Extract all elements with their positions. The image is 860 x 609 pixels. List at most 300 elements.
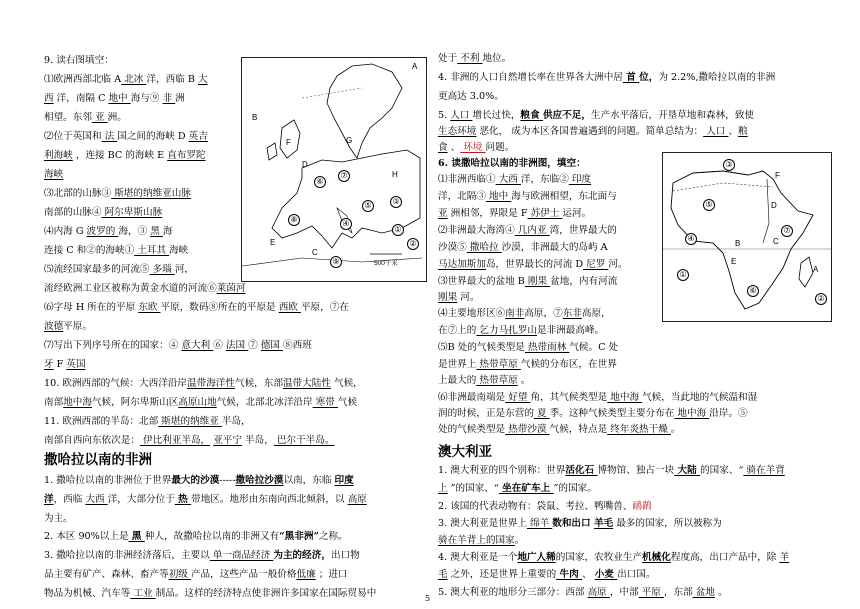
text-segment: 撒哈拉以南的非洲 bbox=[44, 452, 152, 468]
answer-text: 斯堪的纳维亚山脉 bbox=[111, 188, 191, 199]
answer-text: 单一商品经济 bbox=[209, 550, 274, 561]
text-line bbox=[438, 141, 514, 154]
text-line bbox=[438, 224, 617, 237]
text-segment: 种人，故撒哈拉以南的非洲又有 bbox=[144, 531, 280, 542]
text-line bbox=[44, 320, 92, 333]
answer-text: 地广人稀 bbox=[517, 552, 556, 563]
section-heading bbox=[44, 452, 152, 468]
text-segment: 沙漠，非洲最大的岛屿 A bbox=[501, 242, 608, 253]
answer-text: 德国 bbox=[260, 340, 284, 351]
answer-text: 生态环境 bbox=[438, 126, 477, 137]
answer-text: 多瑙 bbox=[149, 264, 175, 275]
answer-text: 工业 bbox=[130, 588, 156, 599]
text-segment: 平原，⑦在 bbox=[300, 302, 349, 313]
answer-text: 几内亚 bbox=[514, 225, 550, 236]
text-line bbox=[44, 282, 245, 295]
text-line bbox=[438, 500, 652, 513]
text-segment: 盆地，内有河流 bbox=[550, 276, 618, 287]
text-segment: 南部 bbox=[44, 397, 64, 408]
answer-text: 利海峡 bbox=[44, 150, 73, 161]
text-segment: 生产水平落后，开垦草地和森林，致使 bbox=[590, 110, 755, 121]
text-line bbox=[44, 301, 349, 314]
answer-text: 法 bbox=[101, 131, 118, 142]
answer-text: 热 bbox=[174, 494, 192, 505]
answer-text: 温带海洋性 bbox=[187, 378, 235, 389]
text-segment: 上最大的 bbox=[438, 375, 477, 386]
text-segment: 最大的沙漠 bbox=[171, 475, 220, 486]
text-segment: 气候，特点是 bbox=[549, 424, 608, 435]
text-segment: 是世界上 bbox=[438, 359, 477, 370]
text-segment: ⑵位于英国和 bbox=[44, 131, 102, 142]
text-segment: 沿岸。⑤ bbox=[709, 408, 748, 419]
map-num-4: ④ bbox=[340, 218, 352, 230]
answer-text: 尼罗 bbox=[583, 259, 609, 270]
text-segment: 带地区。地形由东南向西北倾斜，以 bbox=[191, 494, 348, 505]
answer-text: 平原 bbox=[638, 587, 664, 598]
text-segment: ，中部 bbox=[609, 587, 639, 598]
text-line bbox=[438, 407, 748, 420]
answer-text: 高原山地 bbox=[178, 397, 217, 408]
text-segment: 博物馆、独占一块 bbox=[597, 465, 675, 476]
text-line bbox=[44, 434, 334, 447]
text-segment: ⑴非洲西临① bbox=[438, 174, 496, 185]
text-line bbox=[438, 358, 617, 371]
text-segment: F bbox=[53, 359, 67, 370]
answer-text: 热带雨林 bbox=[524, 342, 570, 353]
text-line bbox=[44, 530, 348, 543]
text-segment: 河。 bbox=[457, 292, 480, 303]
map-label-g: G bbox=[346, 136, 353, 145]
map-num-3: ③ bbox=[390, 196, 402, 208]
text-line bbox=[438, 125, 748, 138]
text-segment: 气候，当此地的气候温和湿 bbox=[642, 392, 758, 403]
text-segment: 4. 非洲的人口自然增长率在世界各大洲中居 bbox=[438, 72, 623, 83]
text-segment: ----- bbox=[219, 475, 236, 486]
text-line bbox=[44, 206, 162, 219]
text-segment: ⑥ bbox=[213, 340, 226, 351]
text-line bbox=[44, 587, 376, 600]
text-segment: ，东部 bbox=[663, 587, 693, 598]
answer-text: 粮食 bbox=[520, 110, 543, 121]
text-segment: 河。 bbox=[608, 259, 628, 270]
page-number: 5 bbox=[425, 594, 431, 603]
map-num-2: ② bbox=[407, 238, 419, 250]
text-segment: 洋，大部分位于 bbox=[107, 494, 175, 505]
text-segment: 出口物 bbox=[330, 550, 360, 561]
text-segment: 品主要有矿产、森林、畜产等 bbox=[44, 569, 169, 580]
africa-num-5: ⑤ bbox=[703, 199, 715, 211]
text-segment: 物品为机械、汽车等 bbox=[44, 588, 131, 599]
answer-text: 高原 bbox=[347, 494, 367, 505]
answer-text: 好望 bbox=[505, 392, 531, 403]
answer-text: 首 bbox=[622, 72, 640, 83]
map-num-6: ⑥ bbox=[314, 176, 326, 188]
text-segment: 洲相邻，界限是 F bbox=[447, 208, 528, 219]
text-segment: 海与欧洲相望，东北面与 bbox=[511, 191, 617, 202]
answer-text: 阿尔卑斯山脉 bbox=[101, 207, 163, 218]
answer-text: 高原 bbox=[587, 587, 610, 598]
answer-text: 牛肉 bbox=[556, 569, 583, 580]
text-segment: ⑵非洲最大海湾④ bbox=[438, 225, 515, 236]
answer-text: 刚果 bbox=[524, 276, 551, 287]
text-line bbox=[438, 307, 611, 320]
text-segment: 澳大利亚 bbox=[438, 444, 492, 460]
text-segment: 为 2.2%,撒哈拉以南的非洲 bbox=[658, 72, 776, 83]
text-segment: 2. 本区 90%以上是 bbox=[44, 531, 129, 542]
text-line bbox=[438, 374, 530, 387]
text-segment: 9. 读右图填空： bbox=[44, 55, 114, 66]
text-segment: ⑸B 处的气候类型是 bbox=[438, 342, 525, 353]
answer-text: 西 bbox=[44, 93, 54, 104]
text-segment: 。 bbox=[714, 587, 728, 598]
text-segment: ”的国家、“ bbox=[447, 483, 499, 494]
text-segment: 运河。 bbox=[562, 208, 592, 219]
text-segment: 。 bbox=[517, 375, 531, 386]
map-num-9: ⑨ bbox=[330, 256, 342, 268]
answer-text: 人口 bbox=[450, 110, 473, 121]
text-line bbox=[438, 71, 775, 84]
answer-text: 粮 bbox=[738, 126, 748, 137]
text-segment: 南部的山脉④ bbox=[44, 207, 102, 218]
answer-text: 南非 bbox=[505, 308, 525, 319]
map-num-5: ⑤ bbox=[362, 200, 374, 212]
text-line bbox=[438, 275, 617, 288]
answer-text: 巴尔干半岛。 bbox=[273, 435, 335, 446]
answer-text: 法国 bbox=[225, 340, 249, 351]
europe-map-drawing bbox=[242, 58, 426, 281]
africa-label-a: A bbox=[813, 265, 819, 274]
answer-text: 小麦 bbox=[594, 569, 618, 580]
answer-text: 终年炎热干燥 bbox=[607, 424, 671, 435]
answer-text: 海峡 bbox=[44, 169, 64, 180]
text-line bbox=[438, 391, 757, 404]
africa-num-1: ① bbox=[677, 269, 689, 281]
text-segment: ”的国家。 bbox=[553, 483, 597, 494]
answer-text: 不利 bbox=[457, 53, 483, 64]
text-segment: 洋，北隔③ bbox=[438, 191, 486, 202]
answer-text: 土耳其 bbox=[134, 245, 170, 256]
text-segment: 连接 C 和②的海峡① bbox=[44, 245, 135, 256]
text-segment: ⑺写出下列序号所在的国家：④ bbox=[44, 340, 182, 351]
text-segment: ，西临 bbox=[53, 494, 86, 505]
text-line bbox=[438, 157, 586, 170]
text-segment: 10. 欧洲西部的气候：大西洋沿岸 bbox=[44, 378, 188, 389]
answer-text: 夏 bbox=[533, 408, 550, 419]
text-segment: 恶化， 成为本区各国普遍遇到的问题。简单总结为： bbox=[476, 126, 704, 137]
answer-text: 环境 bbox=[460, 142, 486, 153]
map-label-e: E bbox=[270, 238, 276, 247]
answer-text: 英国 bbox=[66, 359, 86, 370]
answer-text: 亚 bbox=[91, 112, 108, 123]
text-segment: 产品，这些产品一般价格 bbox=[190, 569, 297, 580]
text-line bbox=[44, 358, 86, 371]
answer-text: 骑在羊背 bbox=[743, 465, 785, 476]
text-segment: 地位。 bbox=[482, 53, 512, 64]
answer-text: 莱茵河 bbox=[216, 283, 246, 294]
text-segment: 气候， bbox=[330, 378, 363, 389]
text-segment: 海，③ bbox=[118, 226, 151, 237]
text-segment: 半岛， bbox=[242, 435, 274, 446]
text-segment: 国之间的海峡 D bbox=[117, 131, 189, 142]
answer-text: 乞力马扎罗山 bbox=[476, 325, 537, 336]
text-line bbox=[438, 534, 524, 547]
text-segment: 以南，东临 bbox=[283, 475, 335, 486]
text-segment: 位， bbox=[639, 72, 659, 83]
text-line bbox=[438, 173, 591, 186]
text-segment: 出口国。 bbox=[617, 569, 656, 580]
text-segment: 处于 bbox=[438, 53, 458, 64]
text-line bbox=[44, 111, 127, 124]
answer-text: 苏伊士 bbox=[527, 208, 563, 219]
text-segment: 之外，还是世界上重要的 bbox=[447, 569, 557, 580]
text-line bbox=[438, 90, 504, 103]
text-segment: 平原。 bbox=[63, 321, 92, 332]
answer-text: 印度 bbox=[568, 174, 592, 185]
answer-text: 大 bbox=[197, 74, 208, 85]
answer-text: 印度 bbox=[334, 475, 354, 486]
text-segment: 5. bbox=[438, 110, 451, 121]
text-line bbox=[44, 225, 172, 238]
text-line bbox=[438, 423, 680, 436]
text-segment: 4. 澳大利亚是一个 bbox=[438, 552, 518, 563]
text-line bbox=[44, 92, 185, 105]
text-line bbox=[438, 52, 511, 65]
map-num-8: ⑧ bbox=[288, 214, 300, 226]
text-segment: ⑷主要地形区⑥ bbox=[438, 308, 506, 319]
text-line bbox=[44, 512, 73, 525]
text-segment: 数和出口 bbox=[552, 518, 594, 529]
text-line bbox=[438, 324, 604, 337]
answer-text: 撒哈拉沙漠 bbox=[235, 475, 284, 486]
europe-map bbox=[241, 57, 427, 282]
text-line bbox=[438, 482, 597, 495]
map-label-b: B bbox=[252, 113, 258, 122]
text-segment: 高原， bbox=[581, 308, 611, 319]
text-line bbox=[438, 517, 722, 530]
map-num-7: ⑦ bbox=[338, 170, 350, 182]
text-segment: 。 bbox=[514, 535, 525, 546]
answer-text: 斯堪的纳维亚 bbox=[158, 416, 222, 427]
text-segment: 季。这种气候类型主要分布在 bbox=[549, 408, 675, 419]
text-segment: 平原，数码⑧所在的平原是 bbox=[160, 302, 279, 313]
text-segment: 在⑦上的 bbox=[438, 325, 477, 336]
text-segment: 为主。 bbox=[44, 513, 73, 524]
answer-text: 英吉 bbox=[188, 131, 208, 142]
text-segment: 气候，北部北冰洋沿岸 bbox=[216, 397, 313, 408]
text-segment: 气候的分布区，在世界 bbox=[520, 359, 617, 370]
answer-text: 伊比利亚半岛， bbox=[139, 435, 211, 446]
text-segment: 3. 澳大利亚是世界上 bbox=[438, 518, 527, 529]
text-segment: 气候，东部 bbox=[235, 378, 283, 389]
text-segment: 1. 澳大利亚的四个别称：世界 bbox=[438, 465, 566, 476]
section-heading bbox=[438, 444, 492, 460]
answer-text: 牙 bbox=[44, 359, 54, 370]
text-segment: 鸸鹋 bbox=[632, 501, 652, 512]
map-scale: 500千米 bbox=[374, 260, 398, 267]
answer-text: 机械化 bbox=[642, 552, 671, 563]
answer-text: 地中海 bbox=[607, 392, 643, 403]
text-segment: 南部自西向东依次是： bbox=[44, 435, 140, 446]
text-line bbox=[44, 168, 63, 181]
text-segment: “黑非洲” bbox=[279, 531, 319, 542]
text-segment: 的国家、“ bbox=[700, 465, 744, 476]
answer-text: 黑 bbox=[128, 531, 145, 542]
map-label-d: D bbox=[302, 160, 308, 169]
text-segment: 气候 bbox=[337, 397, 358, 408]
africa-num-3: ③ bbox=[723, 159, 735, 171]
africa-label-b: B bbox=[735, 239, 741, 248]
answer-text: 刚果 bbox=[438, 292, 458, 303]
africa-label-d: D bbox=[771, 201, 777, 210]
text-segment: 6. 读撒哈拉以南的非洲图，填空： bbox=[438, 158, 586, 169]
answer-text: 地中海 bbox=[63, 397, 92, 408]
answer-text: 活化石 bbox=[565, 465, 598, 476]
text-segment: ；进口 bbox=[315, 569, 348, 580]
answer-text: 亚平宁 bbox=[213, 435, 242, 446]
text-segment: 洋，东临② bbox=[520, 174, 569, 185]
text-segment: 供应不足， bbox=[542, 110, 591, 121]
answer-text: 绵羊 bbox=[526, 518, 553, 529]
text-segment: ⑹字母 H 所在的平原 bbox=[44, 302, 139, 313]
text-segment: 相望。东邻 bbox=[44, 112, 92, 123]
africa-num-7: ⑦ bbox=[781, 225, 793, 237]
text-segment: 半岛， bbox=[221, 416, 251, 427]
answer-text: 骑在羊背上的国家 bbox=[438, 535, 515, 546]
text-segment: ⑦ bbox=[248, 340, 261, 351]
answer-text: 大西 bbox=[495, 174, 521, 185]
text-line bbox=[438, 241, 608, 254]
text-segment: 的国家，农牧业生产 bbox=[555, 552, 643, 563]
text-segment: 气候。C 处 bbox=[569, 342, 619, 353]
text-segment: 沙漠⑤ bbox=[438, 242, 467, 253]
africa-label-f: F bbox=[775, 171, 780, 180]
answer-text: 意大利 bbox=[181, 340, 214, 351]
answer-text: 热带草原 bbox=[476, 359, 521, 370]
text-segment: 最多的国家，所以被称为 bbox=[613, 518, 722, 529]
text-line bbox=[44, 396, 357, 409]
answer-text: 撒哈拉 bbox=[466, 242, 502, 253]
text-segment: 河， bbox=[174, 264, 195, 275]
text-segment: 气候，阿尔卑斯山区 bbox=[91, 397, 179, 408]
text-line bbox=[438, 568, 656, 581]
text-segment: ⑶北部的山脉③ bbox=[44, 188, 112, 199]
text-segment: 增长过快， bbox=[472, 110, 521, 121]
text-segment: 角，其气候类型是 bbox=[530, 392, 608, 403]
text-line bbox=[44, 493, 367, 506]
answer-text: 人口 bbox=[703, 126, 729, 137]
answer-text: 地中 bbox=[108, 93, 131, 104]
text-segment: 、 bbox=[728, 126, 739, 137]
text-line bbox=[438, 109, 754, 122]
text-segment: ⑸流经国家最多的河流⑤ bbox=[44, 264, 150, 275]
text-segment: 程度高，出口产品中，除 bbox=[670, 552, 780, 563]
text-segment: 制品。这样的经济特点使非洲许多国家在国际贸易中 bbox=[155, 588, 377, 599]
text-segment: 2. 该国的代表动物有：袋鼠、考拉、鸭嘴兽、 bbox=[438, 501, 633, 512]
map-label-a: A bbox=[412, 62, 418, 71]
answer-text: 低廉 bbox=[296, 569, 316, 580]
text-segment: 岛，世界最长的河流 D bbox=[485, 259, 584, 270]
text-segment: 海 bbox=[162, 226, 173, 237]
map-label-c: C bbox=[312, 248, 318, 257]
answer-text: 盆地 bbox=[692, 587, 715, 598]
answer-text: 波德 bbox=[44, 321, 64, 332]
text-segment: ，连接 BC 的海峡 E bbox=[72, 150, 168, 161]
text-line bbox=[438, 551, 789, 564]
text-line bbox=[44, 474, 354, 487]
text-line bbox=[44, 415, 251, 428]
text-segment: 5. 澳大利亚的地形分三部分：西部 bbox=[438, 587, 588, 598]
text-segment: ⑶世界最大的盆地 B bbox=[438, 276, 525, 287]
answer-text: 波罗的 bbox=[86, 226, 119, 237]
text-segment: 海峡 bbox=[169, 245, 189, 256]
text-line bbox=[44, 130, 208, 143]
answer-text: 上 bbox=[438, 483, 448, 494]
answer-text: 黑 bbox=[150, 226, 163, 237]
text-segment: ⑹非洲最南端是 bbox=[438, 392, 506, 403]
text-line bbox=[44, 263, 194, 276]
text-line bbox=[44, 187, 191, 200]
answer-text: 初级 bbox=[168, 569, 191, 580]
answer-text: 马达加斯加 bbox=[438, 259, 486, 270]
text-line bbox=[438, 258, 628, 271]
text-line bbox=[438, 586, 728, 599]
answer-text: 坐在矿车上 bbox=[498, 483, 554, 494]
text-line bbox=[44, 568, 348, 581]
answer-text: 洋 bbox=[44, 494, 54, 505]
text-line bbox=[438, 190, 617, 203]
text-segment: 之称。 bbox=[318, 531, 348, 542]
text-segment: 11. 欧洲西部的半岛：北部 bbox=[44, 416, 159, 427]
text-segment: 。 bbox=[670, 424, 681, 435]
text-line bbox=[44, 339, 312, 352]
text-segment: ⑴欧洲西部北临 A bbox=[44, 74, 122, 85]
answer-text: 东非 bbox=[562, 308, 582, 319]
answer-text: 羊毛 bbox=[593, 518, 614, 529]
africa-num-2: ② bbox=[815, 293, 827, 305]
answer-text: 羊 bbox=[779, 552, 790, 563]
text-segment: 湾，世界最大的 bbox=[549, 225, 617, 236]
text-segment: 、 bbox=[582, 569, 595, 580]
text-segment: 高原，⑦ bbox=[524, 308, 563, 319]
text-line bbox=[438, 207, 591, 220]
text-segment: 洲 bbox=[175, 93, 185, 104]
africa-num-6: ⑥ bbox=[747, 285, 759, 297]
africa-map bbox=[662, 152, 832, 322]
text-line bbox=[438, 291, 479, 304]
text-segment: 洲。 bbox=[107, 112, 127, 123]
answer-text: 北冰 bbox=[121, 74, 147, 85]
answer-text: 亚 bbox=[438, 208, 448, 219]
map-label-f: F bbox=[286, 138, 291, 147]
text-line bbox=[44, 244, 188, 257]
answer-text: 温带大陆性 bbox=[282, 378, 331, 389]
answer-text: 地中海 bbox=[674, 408, 710, 419]
text-segment: 润的时候，正是东营的 bbox=[438, 408, 534, 419]
text-segment: 是非洲最高峰。 bbox=[537, 325, 605, 336]
answer-text: 直布罗陀 bbox=[167, 150, 206, 161]
text-segment: 为主的经济， bbox=[273, 550, 331, 561]
answer-text: 西欧 bbox=[278, 302, 301, 313]
text-line bbox=[44, 73, 208, 86]
text-segment: 流经欧洲工业区被称为黄金水道的河流⑥ bbox=[44, 283, 217, 294]
answer-text: 毛 bbox=[438, 569, 448, 580]
text-line bbox=[44, 54, 114, 67]
text-segment: ⑧西班 bbox=[283, 340, 312, 351]
answer-text: 热带沙漠 bbox=[505, 424, 550, 435]
text-line bbox=[44, 549, 360, 562]
answer-text: 东欧 bbox=[138, 302, 161, 313]
answer-text: 寒带 bbox=[312, 397, 338, 408]
